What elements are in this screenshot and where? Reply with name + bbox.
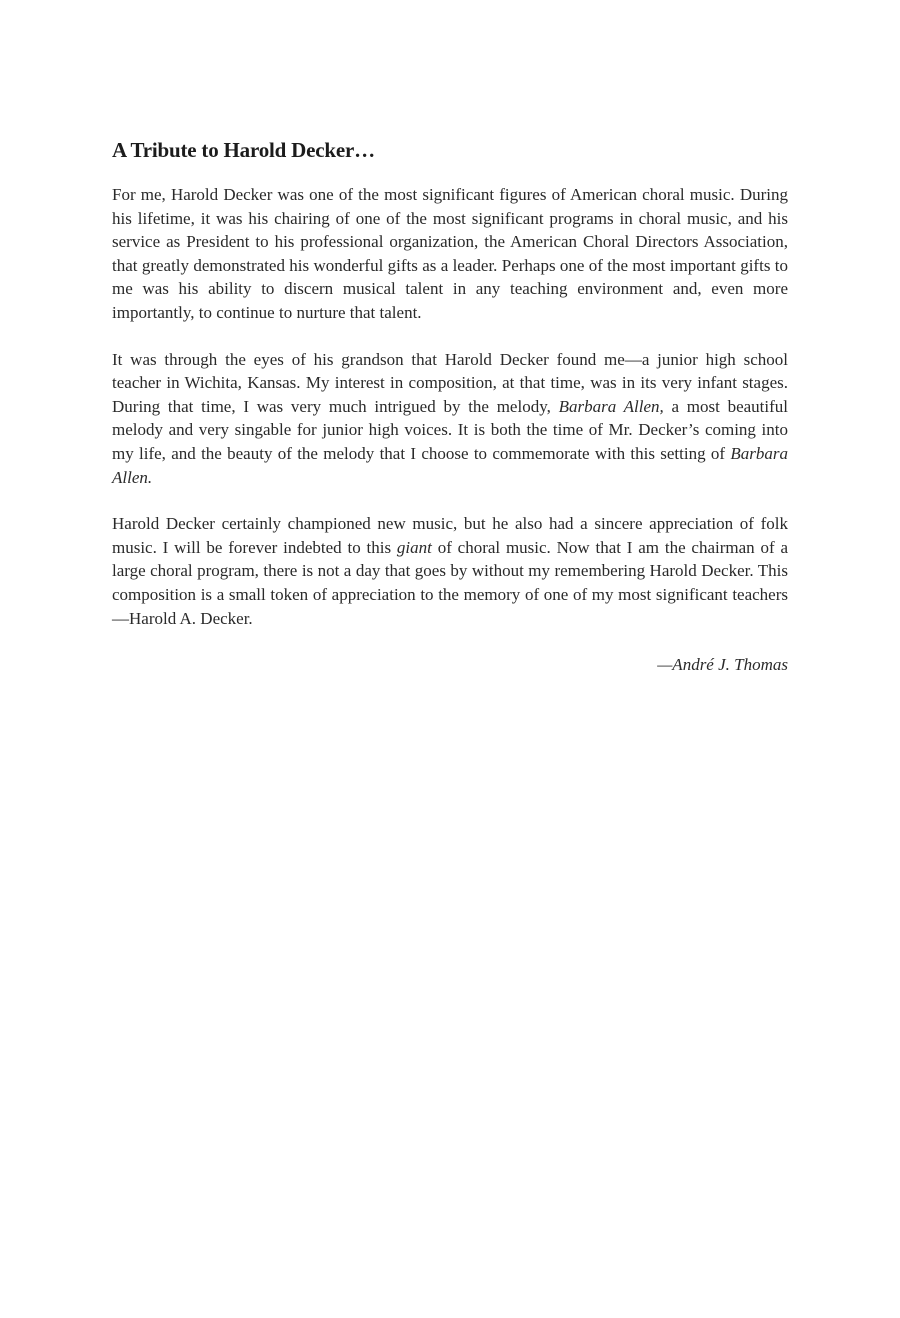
paragraph-text: It was through the eyes of his grandson that Harold Decker found me—a junior high school teacher in Wichita, Kansas. My interest in composition, at that time, was in its very infant stages. During that time, I was very much intrigued by the melody, (112, 349, 788, 416)
paragraph-2 (112, 348, 788, 490)
paragraph-3 (112, 512, 788, 630)
song-title-italic: Barbara Allen, (558, 396, 664, 416)
emphasis-italic: giant (396, 537, 432, 557)
paragraph-text: a most beautiful melody and very singable for junior high voices. It is both the time of Mr. Decker’s coming into my life, and the beauty of the melody that I choose to commemorate with this setting of (112, 396, 788, 463)
paragraph-text: Harold Decker certainly championed new music, but he also had a sincere appreciation of folk music. I will be forever indebted to this (112, 514, 788, 557)
page-title: A Tribute to Harold Decker… (112, 138, 375, 162)
paragraph-text: For me, Harold Decker was one of the most significant figures of American choral music. During his lifetime, it was his chairing of one of the most significant programs in choral music, and his service as President to his professional organization, the American Choral Directors Association, that greatly demonstrated his wonderful gifts as a leader. Perhaps one of the most important gifts to me was his ability to discern musical talent in any teaching environment and, even more importantly, to continue to nurture that talent. (112, 185, 788, 322)
author-signature: —André J. Thomas (657, 655, 788, 675)
paragraph-text: of choral music. Now that I am the chairman of a large choral program, there is not a day that goes by without my remembering Harold Decker. This composition is a small token of appreciation to the memory of one of my most significant teachers—Harold A. Decker. (112, 537, 788, 628)
song-title-italic: Barbara Allen. (112, 443, 788, 487)
tribute-page (112, 138, 788, 677)
paragraph-1 (112, 183, 788, 325)
